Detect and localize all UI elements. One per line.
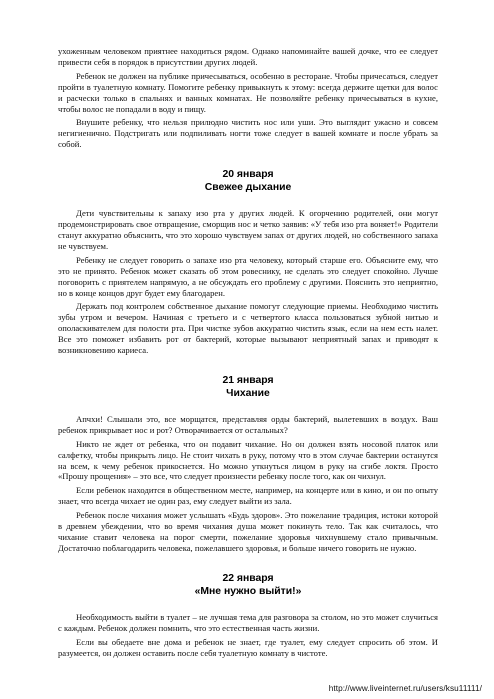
intro-block [58,46,438,150]
section-date: 22 января [222,572,274,584]
intro-paragraph-2: Ребенок не должен на публике причесываться, особенно в ресторане. Чтобы причесаться, следует пройти в туалетную комнату. Помогите ребенку привыкнуть к этому: всегда держите щетки для волос и расчески только в спальнях и ванных комнатах. Не позволяйте ребенку причесываться в кухне, чтобы волос не попадали в воду и пищу. [58,70,438,114]
paragraph: Держать под контролем собственное дыхание помогут следующие приемы. Необходимо чистить зубы утром и вечером. Начиная с третьего и с четвертого класса пользоваться зубной нитью и ополаскивателем для полости рта. При чистке зубов аккуратно чистить язык, если на нем есть налет. Все это поможет избавить рот от бактерий, которые вызывают неприятный запах и приводят к возникновению кариеса. [58,301,438,356]
section-heading [58,572,438,598]
section-date: 20 января [222,169,274,181]
section-jan-22 [58,572,438,659]
section-title: «Мне нужно выйти!» [194,585,302,597]
intro-paragraph-3: Внушите ребенку, что нельзя прилюдно чистить нос или уши. Это выглядит ужасно и совсем негигиенично. Подстригать или подпиливать ногти тоже следует в вашей комнате и после убрать за собой. [58,117,438,150]
section-title: Чихание [226,387,270,399]
footer-watermark [329,684,482,693]
section-heading [58,168,438,194]
intro-paragraph-1: ухоженным человеком приятнее находиться рядом. Однако напоминайте вашей дочке, что ее следует привести себя в порядок в присутствии других людей. [58,46,438,67]
paragraph: Дети чувствительны к запаху изо рта у других людей. К огорчению родителей, они могут продемонстрировать свое отвращение, сморщив нос и четко заявив: «У тебя изо рта воняет!» Родители станут аккуратно объяснить, что это хорошо чувствуем запах от других людей, но собственного запаха не чувствуем. [58,208,438,251]
paragraph: Апчхи! Слышали это, все морщатся, представляя орды бактерий, вылетевших в воздух. Ваш ребенок прикрывает нос и рот? Отворачивается от остальных? [58,413,438,435]
source-link[interactable]: http://www.liveinternet.ru/users/ksu11111/ [328,684,482,693]
section-jan-20 [58,168,438,356]
paragraph: Если ребенок находится в общественном месте, например, на концерте или в кино, и он по опыту знает, что всегда чихает не один раз, ему следует выйти из зала. [58,485,438,507]
section-heading [58,374,438,400]
paragraph: Никто не ждет от ребенка, что он подавит чихание. Но он должен взять носовой платок или салфетку, чтобы прикрыть лицо. Не стоит чихать в руку, потому что в этом случае бактерии останутся на всем, к чему ребенок прикоснется. Но можно уткнуться лицом в руку на сгибе локтя. Просто «Прошу прощения» – это все, что следует произнести ребенку после того, как он чихнул. [58,438,438,482]
section-jan-21 [58,374,438,554]
paragraph: Ребенку не следует говорить о запахе изо рта человеку, который старше его. Объясните ему, что это не принято. Ребенок может сказать об этом ровеснику, не сделать это следует спокойно. Лучше поговорить с приятелем напрямую, а не обсуждать его проблему с другими. Пояснить это неприятно, но в конце концов друг будет ему благодарен. [58,254,438,298]
section-date: 21 января [222,374,274,386]
paragraph: Ребенок после чихания может услышать «Будь здоров». Это пожелание традиция, истоки которой в древнем убеждении, что во время чихания душа может покинуть тело. Так как считалось, что чихание ставит человека на порог смерти, пожелание здоровья чихнувшему стало привычным. Достаточно поблагодарить человека, пожелавшего здоровья, и больше ничего говорить не нужно. [58,510,438,553]
paragraph: Необходимость выйти в туалет – не лучшая тема для разговора за столом, но это может случиться с каждым. Ребенок должен помнить, что это естественная часть жизни. [58,611,438,633]
section-title: Свежее дыхание [204,182,292,194]
paragraph: Если вы обедаете вне дома и ребенок не знает, где туалет, ему следует спросить об этом. И разумеется, он должен оставить после себя туалетную комнату в чистоте. [58,636,438,658]
